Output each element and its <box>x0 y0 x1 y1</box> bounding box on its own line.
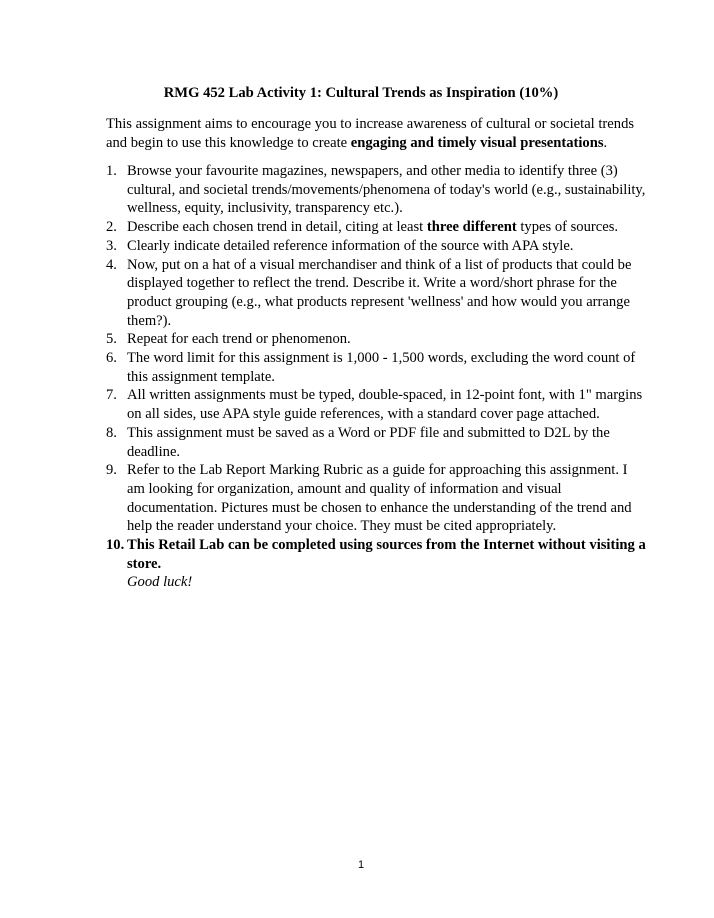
list-item-text: The word limit for this assignment is 1,000 - 1,500 words, excluding the word count of this assignment template. <box>127 350 636 385</box>
list-item-number: 10. <box>106 537 125 554</box>
list-item-number: 7. <box>106 387 117 404</box>
list-item-number: 4. <box>106 256 117 273</box>
closing-text: Good luck! <box>127 574 193 591</box>
page-number: 1 <box>357 859 365 871</box>
list-item-number: 8. <box>106 424 117 441</box>
list-item <box>106 461 646 536</box>
list-item-number: 2. <box>106 219 117 236</box>
list-item-number: 3. <box>106 237 117 254</box>
list-item-text-end: types of sources. <box>516 219 619 236</box>
list-item-number: 6. <box>106 350 117 367</box>
list-item-number: 1. <box>106 163 117 179</box>
list-item-bold-text: three different <box>426 219 517 236</box>
list-item <box>106 386 646 423</box>
list-item-number: 5. <box>106 331 117 348</box>
list-item <box>106 218 646 237</box>
list-item-text: Browse your favourite magazines, newspapers, and other media to identify three (3) cultural, and societal trends/movements/phenomena of today's world (e.g., sustainability, wellness, equity, inclusivity, transparency etc.). <box>127 163 646 217</box>
list-item-text: Describe each chosen trend in detail, citing at least <box>127 219 427 236</box>
intro-paragraph <box>106 115 646 153</box>
list-item <box>106 162 646 218</box>
list-item-text: Repeat for each trend or phenomenon. <box>127 331 351 348</box>
intro-text: This assignment aims to encourage you to increase awareness of cultural or societal trends and begin to use this knowledge to create <box>106 116 635 151</box>
intro-text-end: . <box>603 135 608 151</box>
list-item-text: Refer to the Lab Report Marking Rubric as a guide for approaching this assignment. I am looking for organization, amount and quality of information and visual documentation. Pictures must be chosen to enhance the understanding of the trend and help the reader understand your choice. They must be cited appropriately. <box>127 462 632 535</box>
list-item-text: Now, put on a hat of a visual merchandiser and think of a list of products that could be displayed together to reflect the trend. Describe it. Write a word/short phrase for the product grouping (e.g., what products represent 'wellness' and how would you arrange them?). <box>127 256 632 329</box>
list-item <box>106 330 646 349</box>
list-item <box>106 424 646 461</box>
instructions-list <box>106 162 646 592</box>
list-item <box>106 256 646 331</box>
document-title: RMG 452 Lab Activity 1: Cultural Trends as Inspiration (10%) <box>163 85 559 101</box>
list-item <box>106 237 646 256</box>
list-item-number: 9. <box>106 462 117 479</box>
list-item-text: All written assignments must be typed, double-spaced, in 12-point font, with 1" margins on all sides, use APA style guide references, with a standard cover page attached. <box>127 387 643 423</box>
intro-bold-text: engaging and timely visual presentations <box>350 135 604 151</box>
list-item <box>106 349 646 386</box>
list-item-emphasized <box>106 536 646 592</box>
list-item-text: Clearly indicate detailed reference information of the source with APA style. <box>127 237 574 254</box>
list-item-text: This Retail Lab can be completed using sources from the Internet without visiting a store. <box>127 537 646 572</box>
list-item-text: This assignment must be saved as a Word or PDF file and submitted to D2L by the deadline. <box>127 424 610 460</box>
